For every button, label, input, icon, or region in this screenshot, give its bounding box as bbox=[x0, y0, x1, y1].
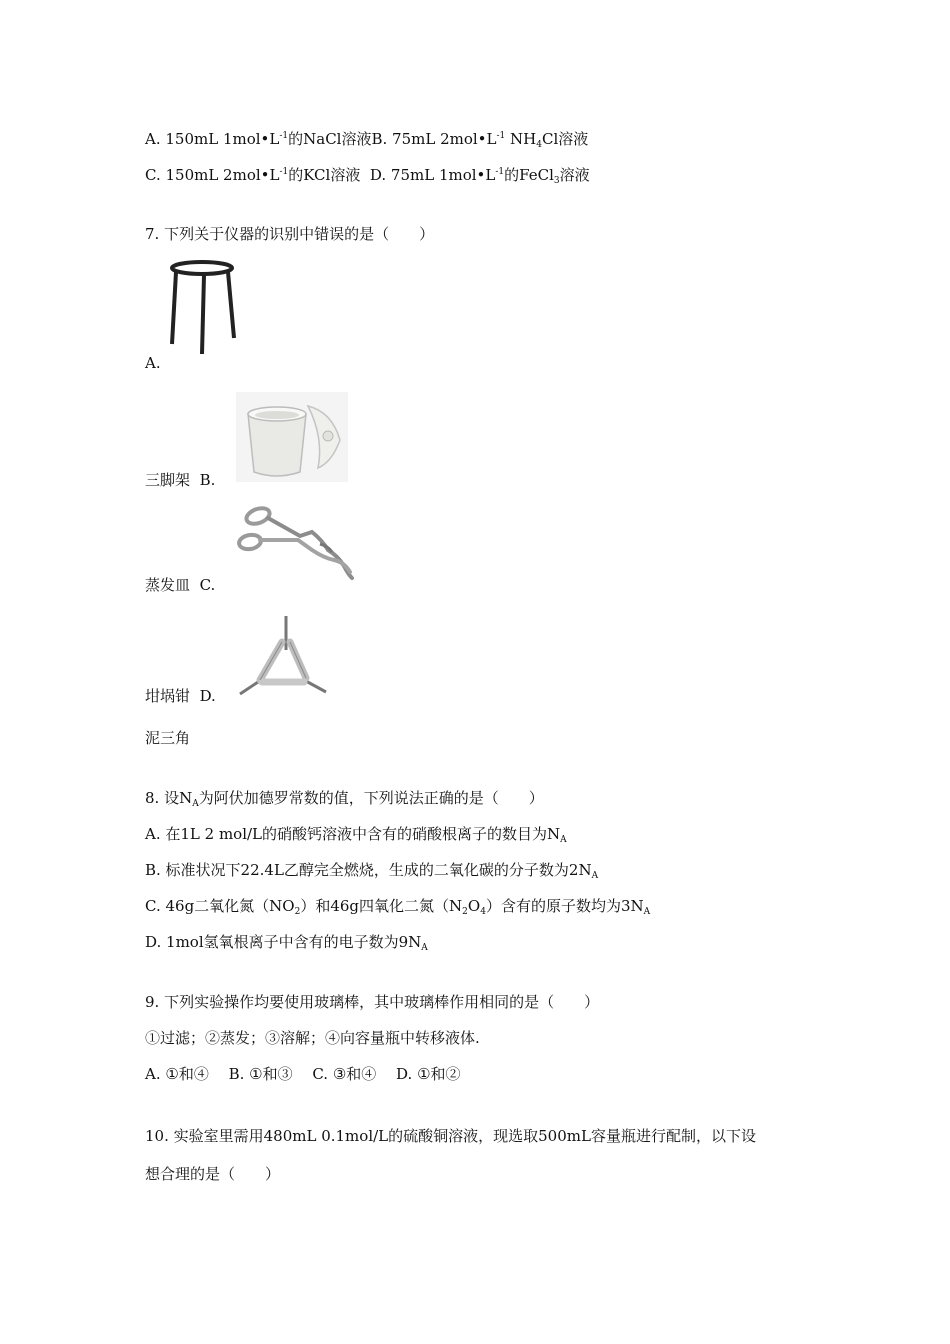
q7-label-b: B. bbox=[199, 471, 216, 489]
q7-label-a-name: 三脚架 bbox=[145, 471, 191, 489]
crucible-image bbox=[236, 392, 348, 482]
q7-label-d-name: 泥三角 bbox=[145, 729, 191, 747]
q7-stem: 7. 下列关于仪器的识别中错误的是（ ） bbox=[145, 225, 435, 243]
clay-triangle-image bbox=[238, 612, 330, 696]
q7-label-a: A. bbox=[145, 354, 161, 372]
q7-label-c: C. bbox=[199, 576, 216, 594]
q7-label-b-name: 蒸发皿 bbox=[145, 576, 191, 594]
q7-label-row-c bbox=[145, 575, 215, 595]
q8-option-a: A. 在1L 2 mol/L的硝酸钙溶液中含有的硝酸根离子的数目为$N_A$ bbox=[145, 825, 567, 845]
crucible-tongs-image bbox=[236, 500, 360, 582]
q10-stem-line-2: 想合理的是（ ） bbox=[145, 1165, 281, 1183]
q10-stem-line-1: 10. 实验室里需用480mL 0.1mol/L的硫酸铜溶液，现选取500mL容量瓶进行配制，以下设 bbox=[145, 1127, 756, 1145]
q6-option-d: D. 75mL $1mol•L^{-1}$的FeCl$_3$溶液 bbox=[369, 166, 590, 186]
q7-label-c-name: 坩埚钳 bbox=[145, 687, 191, 705]
q7-label-row-d bbox=[145, 686, 216, 706]
q6-option-row-2 bbox=[145, 162, 590, 191]
q9-stem: 9. 下列实验操作均要使用玻璃棒，其中玻璃棒作用相同的是（ ） bbox=[145, 993, 600, 1011]
q6-option-c: C. 150mL $2mol•L^{-1}$的KCl溶液 bbox=[145, 166, 361, 184]
tripod-image bbox=[166, 258, 238, 358]
q9-options: A. ①和④ B. ①和③ C. ③和④ D. ①和② bbox=[145, 1065, 461, 1083]
q8-stem: 8. 设$N_A$为阿伏加德罗常数的值，下列说法正确的是（ ） bbox=[145, 789, 544, 809]
q7-label-d: D. bbox=[199, 687, 216, 705]
q7-label-row-b bbox=[145, 470, 215, 490]
q8-option-c: C. 46g二氧化氮$(NO_2)$和46g四氧化二氮$(N_2O_4)$含有的原子数均为$3N_A$ bbox=[145, 897, 651, 917]
q6-option-row-1 bbox=[145, 126, 588, 155]
q9-items: ①过滤；②蒸发；③溶解；④向容量瓶中转移液体. bbox=[145, 1029, 480, 1047]
q6-option-b: B. 75mL $2mol•L^{-1}$ $NH_4Cl$溶液 bbox=[371, 130, 589, 150]
q6-option-a: A. 150mL $1mol•L^{-1}$的NaCl溶液 bbox=[145, 130, 372, 148]
q8-option-b: B. 标准状况下22.4L乙醇完全燃烧，生成的二氧化碳的分子数为$2N_A$ bbox=[145, 861, 599, 881]
q8-option-d: D. 1mol氢氧根离子中含有的电子数为$9N_A$ bbox=[145, 933, 428, 953]
